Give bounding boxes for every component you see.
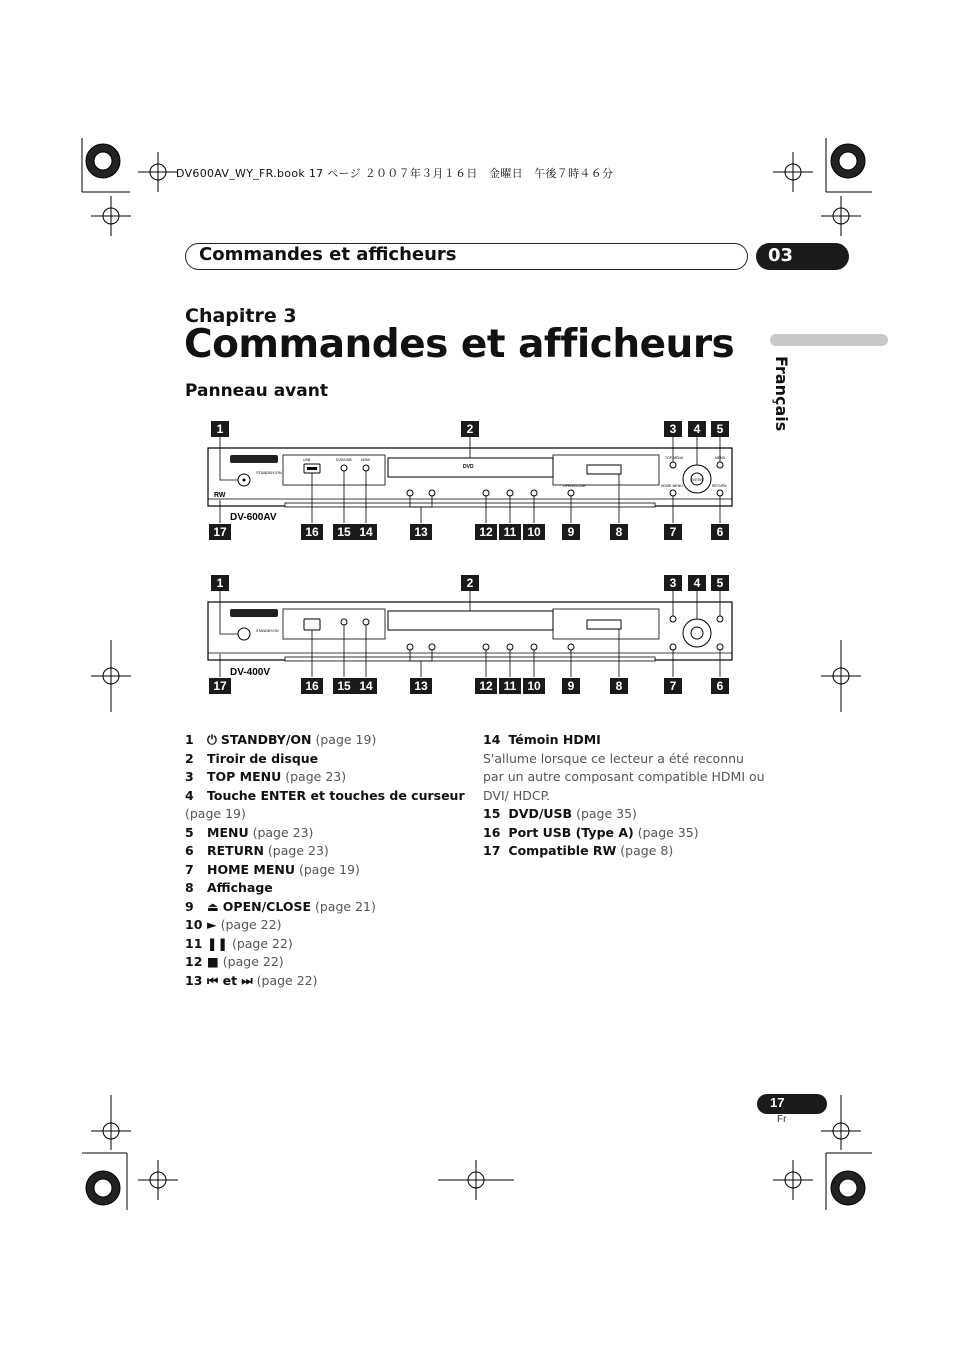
- language-tab: [770, 334, 888, 346]
- list-item: [185, 916, 465, 935]
- panel-label-enter: ENTER: [691, 478, 703, 482]
- item-number: 11: [185, 935, 203, 951]
- list-item: [185, 750, 465, 769]
- item-page-ref: (page 19): [185, 806, 246, 821]
- svg-text:7: 7: [669, 525, 677, 539]
- front-panel-diagram: [200, 415, 740, 705]
- item-number: 14: [483, 732, 501, 747]
- item-label: STANDBY/ON: [220, 732, 312, 747]
- item-page-ref: (page 21): [315, 898, 376, 914]
- callout-17a: [209, 524, 231, 540]
- header-title: Commandes et afficheurs: [199, 244, 457, 265]
- item-number: 9: [185, 898, 194, 914]
- panel-label-homemenu: HOME MENU: [661, 484, 683, 488]
- language-label: Français: [772, 356, 791, 432]
- item-symbol: ⏏: [207, 898, 219, 914]
- svg-text:10: 10: [527, 679, 541, 693]
- callout-16b: [301, 678, 323, 694]
- callout-6b: [711, 678, 729, 694]
- item-number: 7: [185, 861, 194, 877]
- callout-11a: [499, 524, 521, 540]
- svg-text:4: 4: [693, 576, 701, 590]
- callout-5a: [711, 421, 729, 437]
- callout-4a: [688, 421, 706, 437]
- list-item: [185, 879, 465, 898]
- callout-3b: [664, 575, 682, 591]
- page-title: Commandes et afficheurs: [184, 322, 735, 367]
- item-page-ref: (page 22): [222, 954, 284, 969]
- item-label: MENU: [207, 824, 249, 840]
- callout-6a: [711, 524, 729, 540]
- svg-text:2: 2: [466, 576, 474, 590]
- item-symbol: ⏮ et ⏭: [207, 972, 253, 988]
- item-symbol: ❚❚: [207, 935, 228, 951]
- list-item: [483, 731, 768, 805]
- model-label-dv400v: DV-400V: [230, 667, 271, 678]
- list-item: [483, 805, 768, 824]
- list-item: [185, 787, 465, 824]
- svg-text:1: 1: [216, 422, 224, 436]
- item-symbol: ►: [207, 917, 217, 932]
- callout-4b: [688, 575, 706, 591]
- item-label: Compatible RW: [508, 843, 617, 858]
- svg-text:13: 13: [414, 679, 428, 693]
- svg-text:16: 16: [305, 525, 319, 539]
- svg-text:4: 4: [693, 422, 701, 436]
- item-page-ref: (page 23): [267, 843, 329, 858]
- item-symbol: ■: [207, 954, 219, 969]
- item-label: Touche ENTER et touches de curseur: [207, 787, 465, 803]
- chapter-number: 03: [768, 245, 794, 266]
- svg-text:3: 3: [669, 576, 677, 590]
- callout-3a: [664, 421, 682, 437]
- svg-text:3: 3: [669, 422, 677, 436]
- svg-text:9: 9: [567, 525, 575, 539]
- list-item: [185, 842, 465, 861]
- svg-text:14: 14: [359, 679, 373, 693]
- callout-7a: [664, 524, 682, 540]
- svg-text:5: 5: [716, 422, 724, 436]
- list-item: [483, 842, 768, 861]
- item-page-ref: (page 19): [315, 732, 377, 747]
- model-label-dv600av: DV-600AV: [230, 512, 277, 523]
- svg-text:13: 13: [414, 525, 428, 539]
- callout-9b: [562, 678, 580, 694]
- item-number: 15: [483, 806, 501, 821]
- callout-13a: [410, 524, 432, 540]
- svg-text:10: 10: [527, 525, 541, 539]
- callout-10a: [523, 524, 545, 540]
- item-page-ref: (page 22): [231, 935, 293, 951]
- item-page-ref: (page 23): [252, 824, 314, 840]
- list-item: [185, 731, 465, 750]
- item-label: DVD/USB: [508, 806, 573, 821]
- svg-text:6: 6: [716, 679, 724, 693]
- svg-text:15: 15: [337, 525, 351, 539]
- svg-text:8: 8: [615, 525, 623, 539]
- svg-text:12: 12: [479, 679, 493, 693]
- section-title: Panneau avant: [185, 381, 328, 401]
- item-number: 1: [185, 732, 194, 747]
- svg-text:15: 15: [337, 679, 351, 693]
- panel-label-topmenu: TOP MENU: [665, 456, 684, 460]
- svg-text:8: 8: [615, 679, 623, 693]
- item-page-ref: (page 35): [637, 824, 699, 840]
- callout-15a: [333, 524, 355, 540]
- panel-rw-logo: RW: [214, 492, 226, 499]
- callout-8a: [610, 524, 628, 540]
- list-item: [185, 768, 465, 787]
- item-number: 13: [185, 972, 203, 988]
- item-page-ref: (page 23): [285, 769, 347, 784]
- panel-dvd-logo: DVD: [463, 464, 474, 470]
- item-label: Tiroir de disque: [207, 750, 319, 766]
- svg-text:11: 11: [503, 525, 517, 539]
- chapter-label: Chapitre 3: [185, 305, 297, 327]
- callout-12b: [475, 678, 497, 694]
- svg-text:7: 7: [669, 679, 677, 693]
- player-dv400v: [208, 575, 732, 694]
- item-page-ref: (page 22): [220, 917, 282, 932]
- item-label: OPEN/CLOSE: [222, 898, 312, 914]
- svg-text:17: 17: [213, 679, 227, 693]
- callout-2b: [461, 575, 479, 591]
- page-language: Fr: [777, 1114, 787, 1125]
- svg-text:12: 12: [479, 525, 493, 539]
- item-number: 12: [185, 954, 203, 969]
- callout-1b: [211, 575, 229, 591]
- svg-text:11: 11: [503, 679, 517, 693]
- callout-1a: [211, 421, 229, 437]
- callout-14b: [355, 678, 377, 694]
- item-page-ref: (page 22): [256, 972, 318, 988]
- panel-label-openclose: OPEN/CLOSE: [563, 484, 586, 488]
- controls-list-left: [185, 731, 465, 990]
- player-dv600av: [208, 437, 732, 523]
- callout-9a: [562, 524, 580, 540]
- svg-text:17: 17: [213, 525, 227, 539]
- panel-label-standby2: STANDBY/ON: [256, 629, 279, 633]
- callout-7b: [664, 678, 682, 694]
- item-number: 2: [185, 750, 194, 766]
- svg-text:9: 9: [567, 679, 575, 693]
- callout-11b: [499, 678, 521, 694]
- item-number: 17: [483, 843, 501, 858]
- item-label: Témoin HDMI: [508, 732, 601, 747]
- panel-label-menu: MENU: [715, 456, 726, 460]
- panel-label-usb: USB: [303, 458, 311, 462]
- panel-label-standby: STANDBY/ON: [256, 470, 282, 475]
- list-item: [185, 824, 465, 843]
- panel-label-hdmi: HDMI: [361, 458, 370, 462]
- item-number: 8: [185, 880, 194, 895]
- item-page-ref: (page 35): [576, 806, 637, 821]
- item-description: S'allume lorsque ce lecteur a été reconnu par un autre composant compatible HDMI ou DVI/ HDCP.: [483, 750, 765, 803]
- svg-text:2: 2: [466, 422, 474, 436]
- callout-17b: [209, 678, 231, 694]
- callout-15b: [333, 678, 355, 694]
- callout-8b: [610, 678, 628, 694]
- item-number: 4: [185, 787, 194, 803]
- controls-list-right: [483, 731, 768, 861]
- svg-text:14: 14: [359, 525, 373, 539]
- item-number: 6: [185, 843, 194, 858]
- page-number: 17: [770, 1095, 785, 1110]
- item-label: Port USB (Type A): [508, 824, 634, 840]
- callout-16a: [301, 524, 323, 540]
- svg-text:1: 1: [216, 576, 224, 590]
- list-item: [185, 898, 465, 917]
- callout-10b: [523, 678, 545, 694]
- list-item: [185, 953, 465, 972]
- print-header: DV600AV_WY_FR.book 17 ページ ２００７年３月１６日 金曜日 午後７時４６分: [176, 167, 614, 180]
- item-number: 16: [483, 824, 501, 840]
- panel-label-dvdusb: DVD/USB: [336, 458, 352, 462]
- svg-text:6: 6: [716, 525, 724, 539]
- item-number: 10: [185, 917, 203, 932]
- callout-12a: [475, 524, 497, 540]
- list-item: [185, 935, 465, 954]
- callout-13b: [410, 678, 432, 694]
- item-label: RETURN: [207, 843, 264, 858]
- item-page-ref: (page 8): [620, 843, 674, 858]
- item-label: HOME MENU: [207, 861, 296, 877]
- callout-5b: [711, 575, 729, 591]
- item-number: 3: [185, 769, 194, 784]
- item-number: 5: [185, 824, 194, 840]
- item-label: TOP MENU: [207, 769, 282, 784]
- item-symbol: ⏻: [207, 732, 217, 747]
- list-item: [185, 861, 465, 880]
- page-number-pill: [757, 1094, 827, 1114]
- panel-label-return: RETURN: [712, 484, 727, 488]
- item-page-ref: (page 19): [299, 861, 360, 877]
- list-item: [185, 972, 465, 991]
- callout-14a: [355, 524, 377, 540]
- svg-text:16: 16: [305, 679, 319, 693]
- item-label: Affichage: [207, 880, 273, 895]
- list-item: [483, 824, 768, 843]
- callout-2a: [461, 421, 479, 437]
- svg-text:5: 5: [716, 576, 724, 590]
